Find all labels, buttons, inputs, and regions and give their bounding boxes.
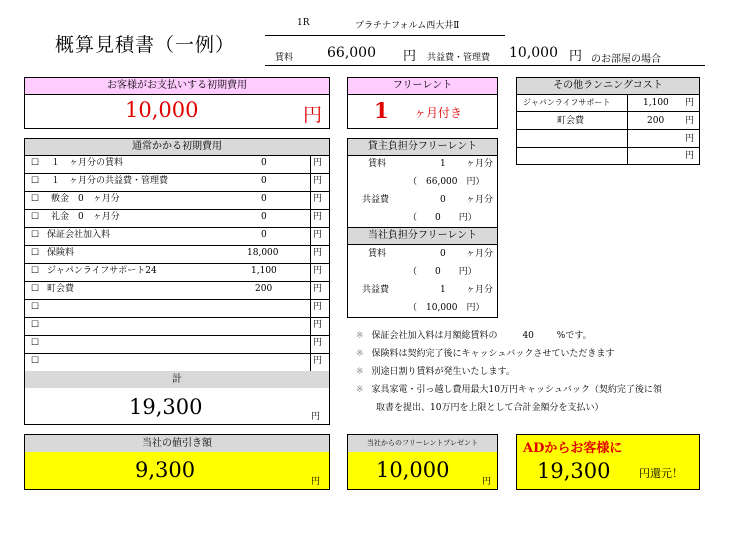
running-cost-box [516,77,700,165]
present-value: 10,000 [376,458,450,482]
checkbox[interactable]: ☐ [31,248,40,258]
property-suffix: のお部屋の場合 [591,54,661,65]
page-title: 概算見積書（一例） [55,34,236,56]
table-row: ☐ 円 [25,353,329,372]
property-name-line [265,14,505,36]
note-item: ※ 別途日割り賃料が発生いたします。 [356,367,515,377]
table-row: ☐ 円 [25,317,329,336]
room-type: 1R [297,18,310,28]
initial-cost-yen: 円 [303,104,323,126]
discount-box [24,434,330,490]
table-row: ☐ ジャパンライフサポート24 1,100 円 [25,263,329,282]
note-item: ※ 保証会社加入料は月額総賃料の 40 %です。 [356,331,592,341]
table-row: ☐ 礼金 0 ヶ月分 0 円 [25,209,329,228]
discount-header: 当社の値引き額 [25,435,329,453]
running-cost-row: 円 [517,130,699,148]
checkbox[interactable]: ☐ [31,356,40,366]
running-cost-row: 円 [685,151,695,161]
fee-value: 10,000 [509,45,558,61]
checkbox[interactable]: ☐ [31,230,40,240]
table-row: ☐ 円 [25,299,329,318]
normal-cost-table [24,138,330,425]
total-header: 計 [25,371,329,388]
present-box [347,434,498,490]
refund-value: 19,300 [537,459,611,483]
checkbox[interactable]: ☐ [31,320,40,330]
free-rent-months: 1 [374,98,389,123]
note-item: ※ 保険料は契約完了後にキャッシュバックさせていただきます [356,349,615,359]
table-row: ☐ 保証会社加入料 0 円 [25,227,329,246]
notes [356,330,706,420]
table-row: ☐ １ ヶ月分の賃料 0 円 [25,155,329,174]
property-name: プラチナフォルム西大井Ⅱ [355,21,460,31]
owner-free-rent-header: 貸主負担分フリーレント [348,139,497,156]
fee-yen: 円 [569,49,583,64]
table-row: ☐ 保険料 18,000 円 [25,245,329,264]
normal-cost-header: 通常かかる初期費用 [25,139,329,156]
initial-cost-value: 10,000 [125,98,199,122]
free-rent-box [347,77,498,129]
free-rent-breakdown: 貸主負担分フリーレント 賃料 1 ヶ月分 （ 66,000 円） 共益費 0 ヶ月分 （ 0 円） 当社負担分フリーレント 賃料 0 ヶ月分 （ 0 円） 共益費 1 ヶ月分 （ 10,000 円） [347,138,498,318]
discount-value: 9,300 [135,458,196,482]
note-item: ※ 家具家電・引っ越し費用最大10万円キャッシュバック（契約完了後に領 [356,385,662,395]
checkbox[interactable]: ☐ [31,338,40,348]
refund-title: ADからお客様に [523,441,623,456]
checkbox[interactable]: ☐ [31,266,40,276]
free-rent-header: フリーレント [348,78,497,95]
table-row: ☐ 町会費 200 円 [25,281,329,300]
property-header [265,14,705,68]
rent-label: 賃料 [275,53,294,63]
refund-suffix: 円還元！ [639,467,683,480]
total-value: 19,300 [129,395,203,419]
checkbox[interactable]: ☐ [31,212,40,222]
table-row: ☐ 敷金 0 ヶ月分 0 円 [25,191,329,210]
free-rent-unit: ヶ月付き [414,106,463,120]
present-yen: 円 [482,477,492,487]
running-cost-header: その他ランニングコスト [517,78,699,95]
checkbox[interactable]: ☐ [31,302,40,312]
checkbox[interactable]: ☐ [31,176,40,186]
checkbox[interactable]: ☐ [31,158,40,168]
table-row: ☐ 円 [25,335,329,354]
fee-label: 共益費・管理費 [427,53,491,63]
initial-cost-header: お客様がお支払いする初期費用 [25,78,329,95]
present-header: 当社からのフリーレントプレゼント [348,435,497,453]
checkbox[interactable]: ☐ [31,194,40,204]
note-item: 取書を提出、10万円を上限として合計金額分を支払い） [376,403,604,413]
discount-yen: 円 [311,477,321,487]
refund-box [516,434,700,490]
rent-value: 66,000 [327,45,376,61]
total-yen: 円 [311,412,321,422]
running-cost-row: 町会費 200 円 [517,112,699,130]
table-row: ☐ １ ヶ月分の共益費・管理費 0 円 [25,173,329,192]
initial-cost-box [24,77,330,129]
property-rent-line [265,42,705,66]
running-cost-row: ジャパンライフサポート 1,100 円 [517,94,699,112]
checkbox[interactable]: ☐ [31,284,40,294]
rent-yen: 円 [403,49,417,64]
company-free-rent-header: 当社負担分フリーレント [348,227,497,245]
